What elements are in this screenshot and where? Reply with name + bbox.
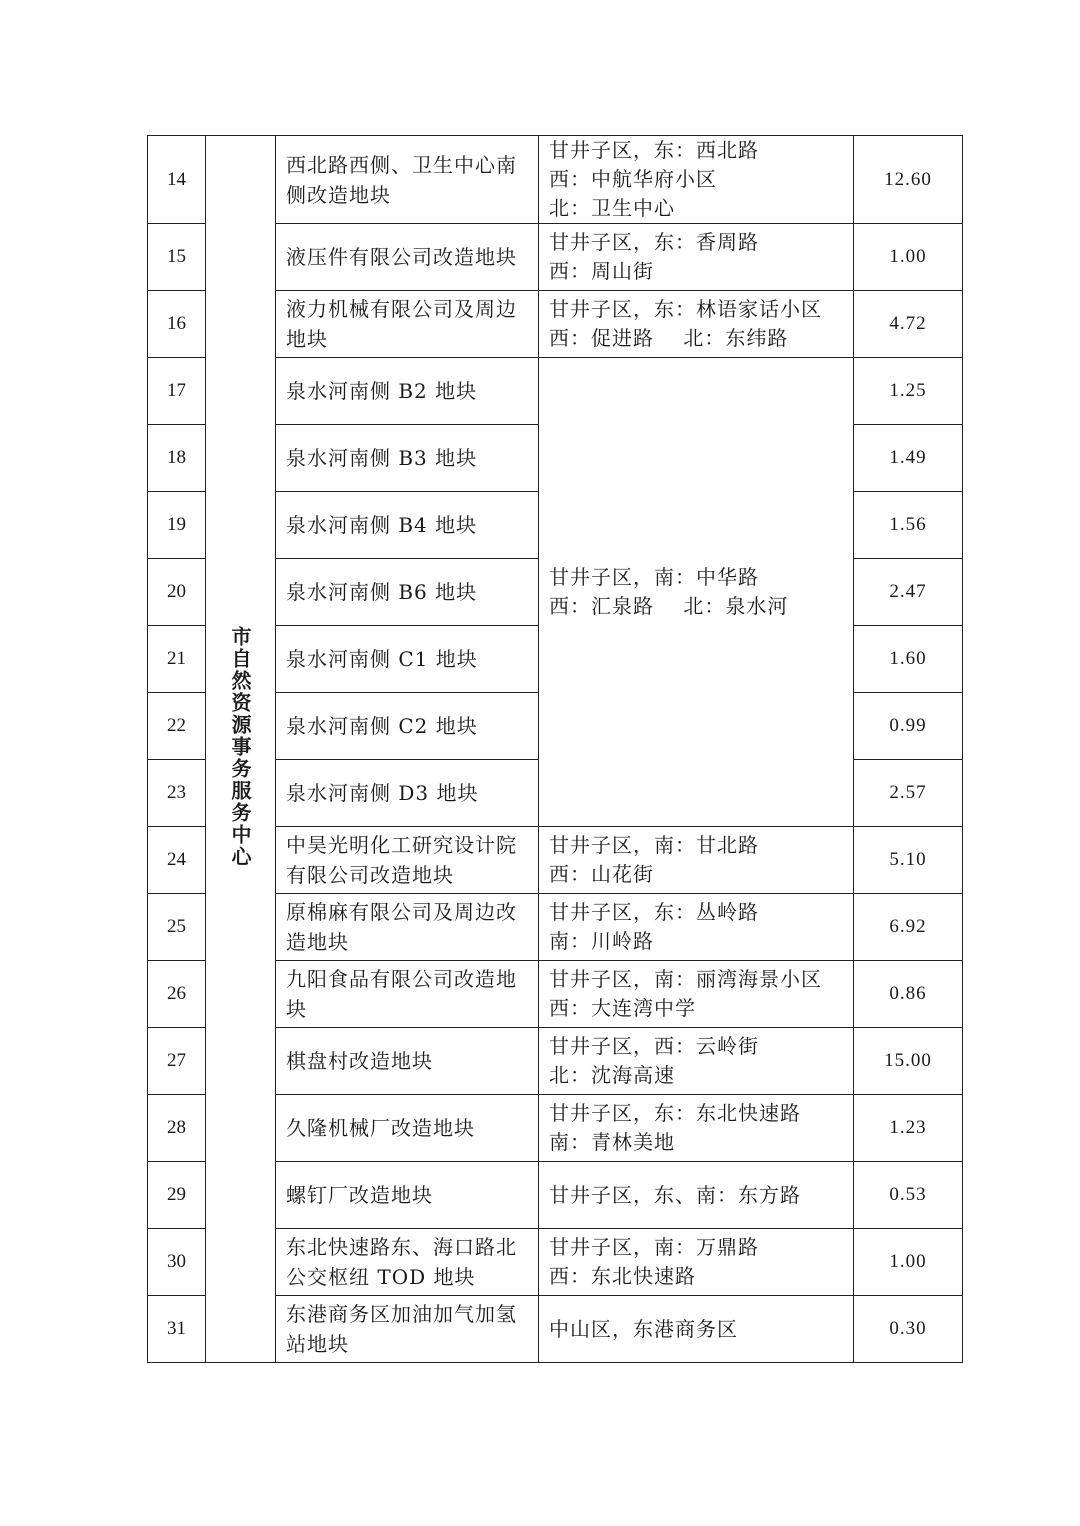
parcel-name: 泉水河南侧 C2 地块 <box>276 693 539 760</box>
parcel-area: 1.00 <box>854 1229 963 1296</box>
row-number: 24 <box>148 827 206 894</box>
row-number: 20 <box>148 559 206 626</box>
parcel-name: 九阳食品有限公司改造地块 <box>276 961 539 1028</box>
department-name: 市自然资源事务服务中心 <box>228 626 252 868</box>
parcel-name: 液力机械有限公司及周边地块 <box>276 291 539 358</box>
parcel-name: 泉水河南侧 B4 地块 <box>276 492 539 559</box>
parcel-area: 12.60 <box>854 136 963 224</box>
row-number: 28 <box>148 1095 206 1162</box>
parcel-area: 5.10 <box>854 827 963 894</box>
parcel-name: 螺钉厂改造地块 <box>276 1162 539 1229</box>
parcel-location-merged: 甘井子区，南：中华路 西：汇泉路 北：泉水河 <box>539 358 854 827</box>
parcel-area: 2.47 <box>854 559 963 626</box>
parcel-name: 中昊光明化工研究设计院有限公司改造地块 <box>276 827 539 894</box>
parcel-name: 原棉麻有限公司及周边改造地块 <box>276 894 539 961</box>
parcel-area: 6.92 <box>854 894 963 961</box>
row-number: 18 <box>148 425 206 492</box>
parcel-location: 甘井子区，东：香周路 西：周山街 <box>539 224 854 291</box>
department-cell <box>206 136 276 1363</box>
parcel-area: 1.25 <box>854 358 963 425</box>
land-parcel-table <box>147 135 963 1363</box>
row-number: 22 <box>148 693 206 760</box>
parcel-name: 泉水河南侧 B2 地块 <box>276 358 539 425</box>
row-number: 26 <box>148 961 206 1028</box>
parcel-area: 1.56 <box>854 492 963 559</box>
parcel-name: 东北快速路东、海口路北公交枢纽 TOD 地块 <box>276 1229 539 1296</box>
row-number: 29 <box>148 1162 206 1229</box>
parcel-name: 东港商务区加油加气加氢站地块 <box>276 1296 539 1363</box>
parcel-location: 甘井子区，南：丽湾海景小区 西：大连湾中学 <box>539 961 854 1028</box>
parcel-location: 甘井子区，东：林语家话小区 西：促进路 北：东纬路 <box>539 291 854 358</box>
parcel-area: 1.23 <box>854 1095 963 1162</box>
parcel-area: 1.49 <box>854 425 963 492</box>
parcel-location: 中山区，东港商务区 <box>539 1296 854 1363</box>
parcel-name: 泉水河南侧 C1 地块 <box>276 626 539 693</box>
parcel-area: 0.53 <box>854 1162 963 1229</box>
parcel-area: 0.30 <box>854 1296 963 1363</box>
row-number: 14 <box>148 136 206 224</box>
row-number: 16 <box>148 291 206 358</box>
parcel-location: 甘井子区，南：甘北路 西：山花街 <box>539 827 854 894</box>
row-number: 30 <box>148 1229 206 1296</box>
parcel-area: 1.00 <box>854 224 963 291</box>
land-parcel-table-wrapper <box>147 135 962 1363</box>
row-number: 15 <box>148 224 206 291</box>
parcel-location: 甘井子区，东：东北快速路 南：青林美地 <box>539 1095 854 1162</box>
parcel-location: 甘井子区，东、南：东方路 <box>539 1162 854 1229</box>
parcel-area: 0.99 <box>854 693 963 760</box>
parcel-area: 1.60 <box>854 626 963 693</box>
row-number: 19 <box>148 492 206 559</box>
table-row <box>148 136 963 224</box>
parcel-name: 泉水河南侧 B6 地块 <box>276 559 539 626</box>
parcel-location: 甘井子区，东：西北路 西：中航华府小区 北：卫生中心 <box>539 136 854 224</box>
parcel-name: 棋盘村改造地块 <box>276 1028 539 1095</box>
parcel-area: 4.72 <box>854 291 963 358</box>
row-number: 25 <box>148 894 206 961</box>
row-number: 23 <box>148 760 206 827</box>
parcel-location: 甘井子区，南：万鼎路 西：东北快速路 <box>539 1229 854 1296</box>
parcel-name: 液压件有限公司改造地块 <box>276 224 539 291</box>
parcel-area: 0.86 <box>854 961 963 1028</box>
row-number: 21 <box>148 626 206 693</box>
parcel-name: 泉水河南侧 D3 地块 <box>276 760 539 827</box>
row-number: 31 <box>148 1296 206 1363</box>
parcel-name: 西北路西侧、卫生中心南侧改造地块 <box>276 136 539 224</box>
parcel-name: 久隆机械厂改造地块 <box>276 1095 539 1162</box>
row-number: 27 <box>148 1028 206 1095</box>
table-body <box>148 136 963 1363</box>
row-number: 17 <box>148 358 206 425</box>
parcel-location: 甘井子区，西：云岭街 北：沈海高速 <box>539 1028 854 1095</box>
parcel-area: 2.57 <box>854 760 963 827</box>
parcel-location: 甘井子区，东：丛岭路 南：川岭路 <box>539 894 854 961</box>
parcel-area: 15.00 <box>854 1028 963 1095</box>
parcel-name: 泉水河南侧 B3 地块 <box>276 425 539 492</box>
